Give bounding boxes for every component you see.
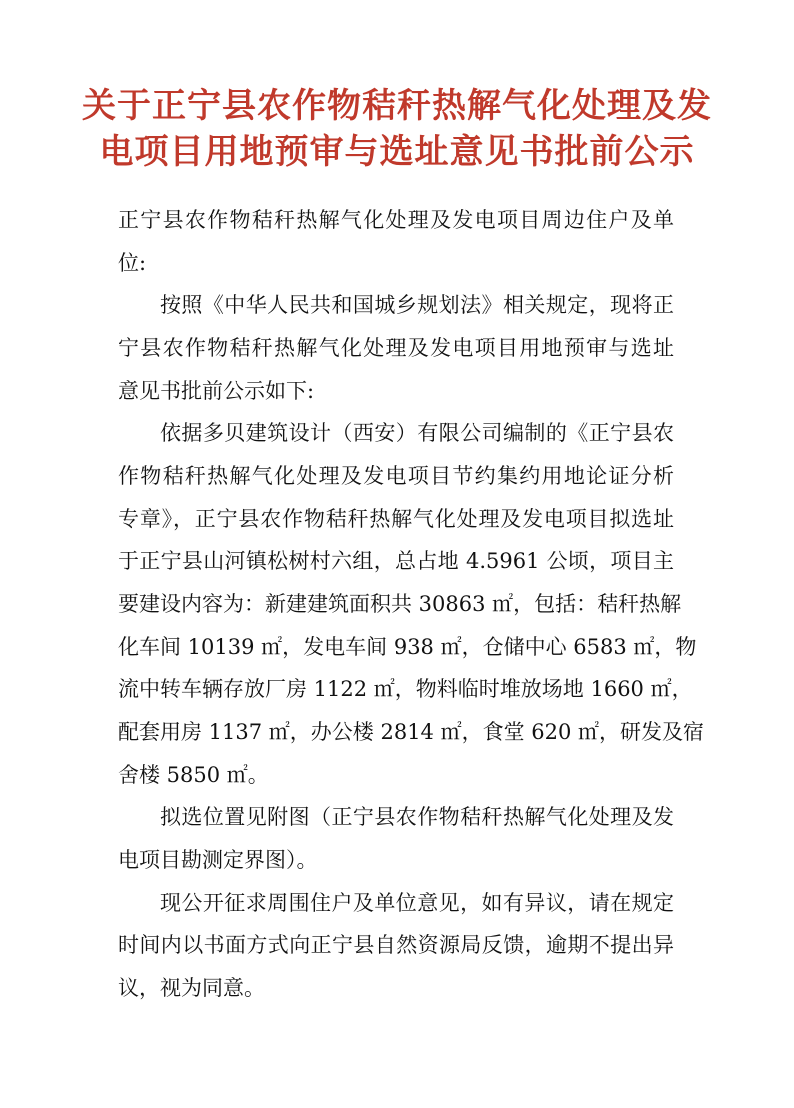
paragraph4-line-3: 议，视为同意。 xyxy=(118,976,265,1000)
paragraph3-line-2: 电项目勘测定界图）。 xyxy=(118,848,318,872)
paragraph3-line-1: 拟选位置见附图（正宁县农作物秸秆热解气化处理及发 xyxy=(160,805,674,829)
paragraph2-line-8: 配套用房 1137 ㎡，办公楼 2814 ㎡，食堂 620 ㎡，研发及宿 xyxy=(118,720,705,744)
paragraph2-line-4: 于正宁县山河镇松树村六组，总占地 4.5961 公顷，项目主 xyxy=(118,549,674,573)
paragraph2-line-1: 依据多贝建筑设计（西安）有限公司编制的《正宁县农 xyxy=(160,421,674,445)
paragraph1-line-2: 宁县农作物秸秆热解气化处理及发电项目用地预审与选址 xyxy=(118,336,674,360)
paragraph4-line-1: 现公开征求周围住户及单位意见，如有异议，请在规定 xyxy=(160,891,674,915)
paragraph2-line-7: 流中转车辆存放厂房 1122 ㎡，物料临时堆放场地 1660 ㎡， xyxy=(118,677,693,701)
salutation-line-1: 正宁县农作物秸秆热解气化处理及发电项目周边住户及单 xyxy=(118,208,674,232)
paragraph2-line-2: 作物秸秆热解气化处理及发电项目节约集约用地论证分析 xyxy=(118,464,674,488)
paragraph2-line-9: 舍楼 5850 ㎡。 xyxy=(118,763,269,787)
title-line-2: 电项目用地预审与选址意见书批前公示 xyxy=(99,132,695,172)
title-line-1: 关于正宁县农作物秸秆热解气化处理及发 xyxy=(82,86,712,126)
paragraph2-line-3: 专章》，正宁县农作物秸秆热解气化处理及发电项目拟选址 xyxy=(118,507,674,531)
paragraph1-line-1: 按照《中华人民共和国城乡规划法》相关规定，现将正 xyxy=(160,293,674,317)
salutation-line-2: 位: xyxy=(118,251,147,275)
paragraph2-line-6: 化车间 10139 ㎡，发电车间 938 ㎡，仓储中心 6583 ㎡，物 xyxy=(118,635,697,659)
paragraph2-line-5: 要建设内容为：新建建筑面积共 30863 ㎡，包括：秸秆热解 xyxy=(118,592,682,616)
paragraph1-line-3: 意见书批前公示如下: xyxy=(118,379,315,403)
paragraph4-line-2: 时间内以书面方式向正宁县自然资源局反馈，逾期不提出异 xyxy=(118,933,674,957)
